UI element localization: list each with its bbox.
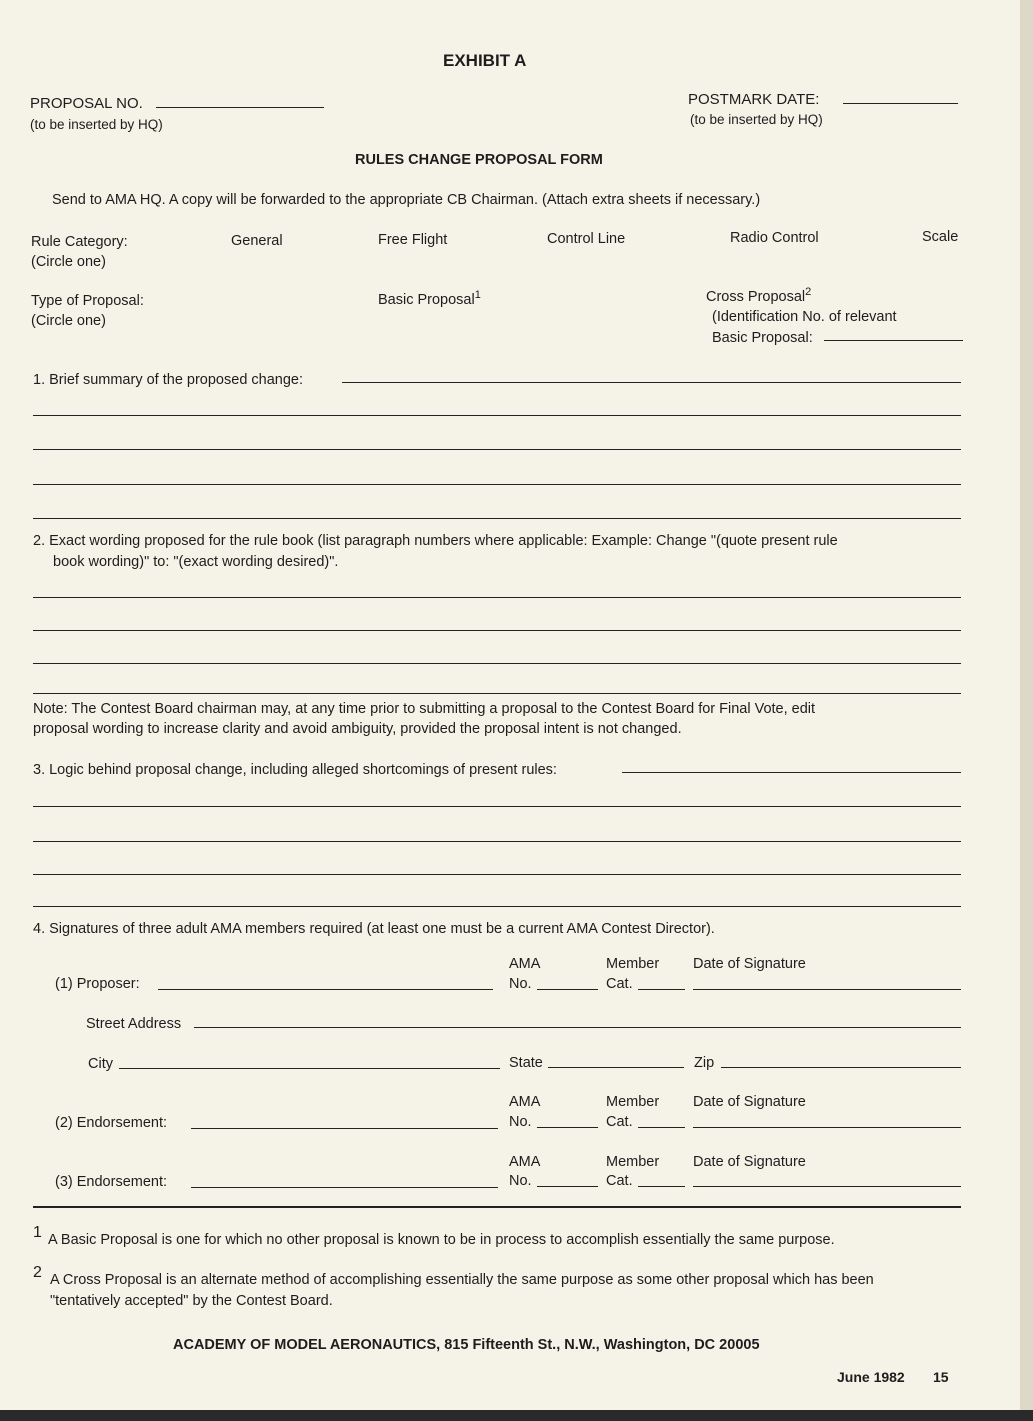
q1-line-1[interactable]: [342, 382, 961, 383]
postmark-note: (to be inserted by HQ): [690, 112, 823, 127]
category-scale[interactable]: Scale: [922, 229, 959, 245]
category-control-line[interactable]: Control Line: [547, 231, 626, 247]
state-field[interactable]: [548, 1067, 684, 1068]
member-cat-field-1[interactable]: [638, 989, 685, 990]
q3-line-2[interactable]: [33, 806, 961, 807]
proposal-no-note: (to be inserted by HQ): [30, 117, 163, 132]
ama-label-3: AMA: [509, 1154, 541, 1170]
cross-footnote-ref: 2: [805, 286, 812, 299]
q3-line-3[interactable]: [33, 841, 961, 842]
exhibit-title: EXHIBIT A: [443, 51, 527, 70]
member-label-2: Member: [606, 1094, 660, 1110]
ama-no-field-1[interactable]: [537, 989, 598, 990]
proposal-type-label: Type of Proposal:: [31, 293, 144, 309]
q1-line-3[interactable]: [33, 449, 961, 450]
zip-field[interactable]: [721, 1067, 961, 1068]
footnote-divider: [33, 1206, 961, 1208]
type-cross-proposal[interactable]: [706, 288, 811, 306]
rule-category-note: (Circle one): [31, 254, 106, 270]
rule-category-label: Rule Category:: [31, 234, 128, 250]
member-label-3: Member: [606, 1154, 660, 1170]
street-label: Street Address: [86, 1016, 182, 1032]
ama-label-2: AMA: [509, 1094, 541, 1110]
footnote-2-mark: 2: [33, 1264, 42, 1281]
date-signature-label-2: Date of Signature: [693, 1094, 806, 1110]
date-signature-label-1: Date of Signature: [693, 956, 806, 972]
page-number: 15: [933, 1369, 949, 1385]
type-basic-proposal[interactable]: [378, 291, 481, 309]
city-label: City: [88, 1056, 113, 1072]
date-signature-field-2[interactable]: [693, 1127, 961, 1128]
form-title: RULES CHANGE PROPOSAL FORM: [355, 152, 603, 168]
cat-label-2: Cat.: [606, 1114, 633, 1130]
footnote-1-mark: 1: [33, 1224, 42, 1241]
endorsement-3-field[interactable]: [191, 1187, 498, 1188]
proposal-no-label: PROPOSAL NO.: [30, 95, 143, 112]
street-address-field[interactable]: [194, 1027, 961, 1028]
endorsement-2-field[interactable]: [191, 1128, 498, 1129]
q1-line-5[interactable]: [33, 518, 961, 519]
q3-label: 3. Logic behind proposal change, including alleged shortcomings of present rules:: [33, 762, 557, 778]
state-label: State: [509, 1055, 543, 1071]
q2-line-3[interactable]: [33, 663, 961, 664]
footnote-2-text: A Cross Proposal is an alternate method of accomplishing essentially the same purpose as some other proposal which has been: [50, 1272, 874, 1288]
q3-line-1[interactable]: [622, 772, 961, 773]
proposer-label: (1) Proposer:: [55, 976, 140, 992]
proposal-type-note: (Circle one): [31, 313, 106, 329]
cross-proposal-label: Cross Proposal: [706, 289, 806, 305]
basic-proposal-label: Basic Proposal: [378, 292, 475, 308]
cat-label-3: Cat.: [606, 1173, 633, 1189]
date-signature-label-3: Date of Signature: [693, 1154, 806, 1170]
footer-address: ACADEMY OF MODEL AERONAUTICS, 815 Fifteenth St., N.W., Washington, DC 20005: [173, 1337, 760, 1353]
member-label-1: Member: [606, 956, 660, 972]
basic-proposal-id-field[interactable]: [824, 340, 963, 341]
member-cat-field-2[interactable]: [638, 1127, 685, 1128]
cat-label-1: Cat.: [606, 976, 633, 992]
footnote-2: [33, 1264, 874, 1289]
footnote-1: [33, 1224, 835, 1249]
postmark-label: POSTMARK DATE:: [688, 91, 820, 108]
q1-label: 1. Brief summary of the proposed change:: [33, 372, 304, 388]
footnote-1-text: A Basic Proposal is one for which no other proposal is known to be in process to accomplish essentially the same purpose.: [48, 1232, 835, 1248]
q2-line-1[interactable]: [33, 597, 961, 598]
footnote-2-line2: "tentatively accepted" by the Contest Board.: [50, 1293, 333, 1309]
proposal-no-field[interactable]: [156, 107, 324, 108]
q2-label-line2: book wording)" to: "(exact wording desired)".: [53, 554, 339, 570]
cross-note-line2: Basic Proposal:: [712, 330, 813, 346]
q4-label: 4. Signatures of three adult AMA members required (at least one must be a current AMA Contest Director).: [33, 921, 715, 937]
page-edge-right: [1020, 0, 1033, 1421]
ama-no-field-3[interactable]: [537, 1186, 598, 1187]
ama-label-1: AMA: [509, 956, 541, 972]
endorsement-3-label: (3) Endorsement:: [55, 1174, 168, 1190]
page-edge-bottom: [0, 1410, 1033, 1421]
date-signature-field-1[interactable]: [693, 989, 961, 990]
postmark-date-field[interactable]: [843, 103, 958, 104]
instructions: Send to AMA HQ. A copy will be forwarded to the appropriate CB Chairman. (Attach extra sheets if necessary.): [52, 192, 761, 208]
endorsement-2-label: (2) Endorsement:: [55, 1115, 168, 1131]
q2-line-4[interactable]: [33, 693, 961, 694]
q1-line-2[interactable]: [33, 415, 961, 416]
q1-line-4[interactable]: [33, 484, 961, 485]
q3-line-5[interactable]: [33, 906, 961, 907]
date-signature-field-3[interactable]: [693, 1186, 961, 1187]
zip-label: Zip: [694, 1055, 715, 1071]
no-label-2: No.: [509, 1114, 532, 1130]
no-label-3: No.: [509, 1173, 532, 1189]
q2-label-line1: 2. Exact wording proposed for the rule book (list paragraph numbers where applicable: Example: Change "(quote present rule: [33, 533, 838, 549]
member-cat-field-3[interactable]: [638, 1186, 685, 1187]
ama-no-field-2[interactable]: [537, 1127, 598, 1128]
category-radio-control[interactable]: Radio Control: [730, 230, 819, 246]
footer-date: June 1982: [837, 1369, 905, 1385]
city-field[interactable]: [119, 1068, 500, 1069]
category-free-flight[interactable]: Free Flight: [378, 232, 448, 248]
basic-footnote-ref: 1: [474, 289, 481, 302]
note-line2: proposal wording to increase clarity and avoid ambiguity, provided the proposal intent is not changed.: [33, 721, 682, 737]
proposer-field[interactable]: [158, 989, 493, 990]
note-line1: Note: The Contest Board chairman may, at any time prior to submitting a proposal to the Contest Board for Final Vote, edit: [33, 701, 816, 717]
q2-line-2[interactable]: [33, 630, 961, 631]
q3-line-4[interactable]: [33, 874, 961, 875]
category-general[interactable]: General: [231, 233, 283, 249]
no-label-1: No.: [509, 976, 532, 992]
cross-note-line1: (Identification No. of relevant: [712, 309, 897, 325]
